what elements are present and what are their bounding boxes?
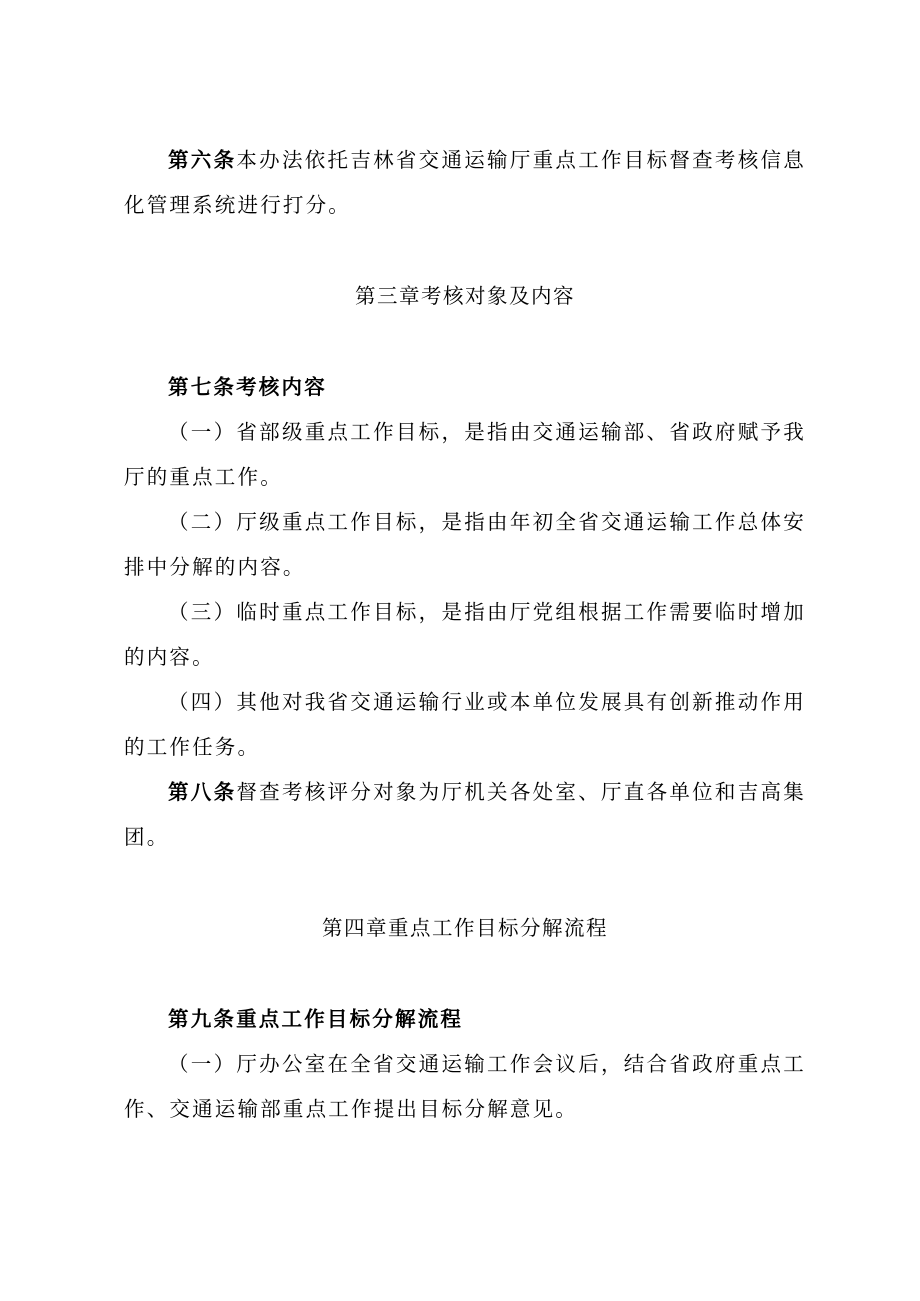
article-7-heading: 第七条考核内容 [168,375,327,399]
document-page [124,138,806,1132]
article-6-paragraph [124,138,806,228]
chapter-3-title: 第三章考核对象及内容 [355,284,575,308]
article-6-text: 本办法依托吉林省交通运输厅重点工作目标督查考核信息化管理系统进行打分。 [124,148,806,217]
article-7-item-1: （一）省部级重点工作目标，是指由交通运输部、省政府赋予我厅的重点工作。 [124,420,806,489]
article-7-item-4: （四）其他对我省交通运输行业或本单位发展具有创新推动作用的工作任务。 [124,690,806,759]
chapter-4-title: 第四章重点工作目标分解流程 [322,916,608,940]
article-9-heading: 第九条重点工作目标分解流程 [168,1007,464,1031]
article-7-item-3: （三）临时重点工作目标，是指由厅党组根据工作需要临时增加的内容。 [124,600,806,669]
article-6-heading: 第六条 [168,148,237,172]
article-7-item-2: （二）厅级重点工作目标，是指由年初全省交通运输工作总体安排中分解的内容。 [124,510,806,579]
article-8-paragraph [124,770,806,860]
article-9-item-1: （一）厅办公室在全省交通运输工作会议后，结合省政府重点工作、交通运输部重点工作提出目标分解意见。 [124,1052,806,1121]
article-8-heading: 第八条 [168,780,237,804]
article-8-text: 督查考核评分对象为厅机关各处室、厅直各单位和吉高集团。 [124,780,806,849]
